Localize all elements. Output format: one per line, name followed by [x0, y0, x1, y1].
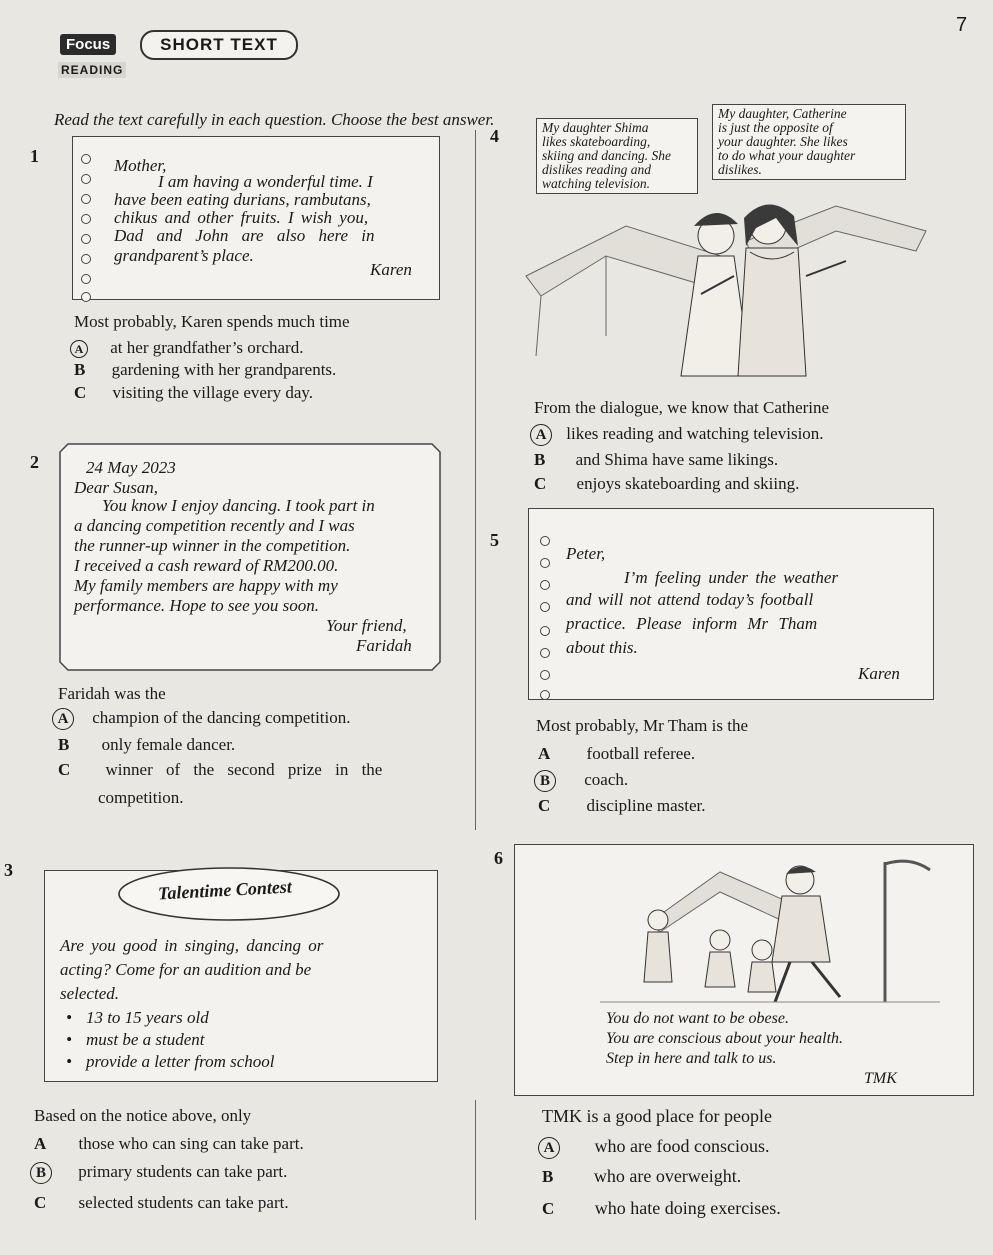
question-number: 3	[4, 860, 13, 880]
note-signature: Karen	[858, 664, 900, 683]
option-b[interactable]	[534, 770, 628, 792]
option-c[interactable]	[542, 1198, 781, 1219]
note-line: about this.	[566, 638, 638, 657]
letter-line: a dancing competition recently and I was	[74, 516, 355, 535]
notice-bullet: • must be a student	[66, 1030, 205, 1049]
option-letter: C	[34, 1193, 47, 1212]
focus-badge: Focus	[60, 34, 116, 55]
letter-line: performance. Hope to see you soon.	[74, 596, 320, 615]
poster-line: You are conscious about your health.	[606, 1030, 844, 1047]
binder-hole	[81, 194, 91, 204]
option-letter: C	[58, 760, 71, 779]
bullet-text: provide a letter from school	[85, 1052, 275, 1071]
option-text: football referee.	[586, 744, 696, 763]
option-c[interactable]	[58, 760, 382, 780]
speech-bubble-right	[712, 104, 906, 180]
bullet-text: must be a student	[85, 1030, 205, 1049]
question-stem: TMK is a good place for people	[542, 1106, 772, 1126]
q6-illustration	[540, 852, 960, 1012]
option-c[interactable]	[34, 1193, 289, 1213]
option-text: likes reading and watching television.	[566, 424, 824, 443]
poster-signature: TMK	[864, 1070, 897, 1087]
binder-hole	[540, 648, 550, 658]
letter-line: You know I enjoy dancing. I took part in	[102, 496, 375, 515]
option-b[interactable]	[58, 735, 235, 755]
option-a[interactable]	[538, 1136, 769, 1159]
option-c-continued: competition.	[98, 788, 184, 807]
reading-tag: READING	[58, 62, 126, 78]
bullet-text: 13 to 15 years old	[85, 1008, 209, 1027]
note-line: have been eating durians, rambutans,	[114, 190, 371, 209]
bubble-line: My daughter, Catherine	[718, 106, 847, 121]
letter-date: 24 May 2023	[86, 458, 176, 477]
option-a[interactable]	[530, 424, 824, 446]
binder-hole	[81, 234, 91, 244]
option-letter: C	[534, 474, 547, 493]
note-line: chikus and other fruits. I wish you,	[114, 208, 369, 227]
letter-line: My family members are happy with my	[74, 576, 338, 595]
option-text: champion of the dancing competition.	[92, 708, 351, 727]
option-letter: B	[74, 360, 86, 379]
q4-illustration	[506, 186, 936, 416]
notice-title: Talentime Contest	[157, 876, 293, 904]
column-divider	[475, 1100, 476, 1220]
option-b[interactable]	[30, 1162, 287, 1184]
question-number: 2	[30, 452, 39, 472]
binder-hole	[81, 292, 91, 302]
bubble-line: your daughter. She likes	[718, 134, 848, 149]
option-a[interactable]	[34, 1134, 304, 1154]
option-c[interactable]	[534, 474, 799, 494]
note-line: Dad and John are also here in	[114, 226, 375, 245]
letter-line: the runner-up winner in the competition.	[74, 536, 351, 555]
question-number: 4	[490, 126, 499, 146]
option-letter: C	[74, 383, 87, 402]
option-b[interactable]	[542, 1166, 741, 1187]
option-a[interactable]	[52, 708, 351, 730]
option-letter: B	[30, 1162, 52, 1184]
bubble-line: skiing and dancing. She	[542, 148, 671, 163]
column-divider	[475, 130, 476, 830]
notice-line: acting? Come for an audition and be	[60, 960, 312, 979]
option-letter: B	[542, 1167, 554, 1186]
binder-hole	[540, 536, 550, 546]
option-letter: A	[538, 744, 551, 763]
note-line: practice. Please inform Mr Tham	[566, 614, 818, 633]
option-letter: A	[530, 424, 552, 446]
poster-line: Step in here and talk to us.	[606, 1050, 777, 1067]
note-line: Mother,	[114, 156, 167, 175]
option-b[interactable]	[74, 360, 336, 380]
question-stem: Based on the notice above, only	[34, 1106, 252, 1125]
speech-bubble-left	[536, 118, 698, 194]
note-line: I am having a wonderful time. I	[158, 172, 373, 191]
option-text: selected students can take part.	[78, 1193, 289, 1212]
section-title-pill: SHORT TEXT	[140, 30, 298, 60]
option-letter: A	[34, 1134, 47, 1153]
notice-line: selected.	[60, 984, 119, 1003]
option-text: those who can sing can take part.	[78, 1134, 304, 1153]
option-text: gardening with her grandparents.	[111, 360, 337, 379]
binder-hole	[540, 602, 550, 612]
instruction: Read the text carefully in each question. Choose the best answer.	[54, 110, 495, 129]
option-c[interactable]	[74, 383, 313, 403]
note-line: grandparent’s place.	[114, 246, 254, 265]
page-number: 7	[956, 14, 968, 36]
option-letter: B	[58, 735, 70, 754]
option-text: who are food conscious.	[594, 1136, 770, 1156]
note-signature: Karen	[370, 260, 412, 279]
notice-bullet: • provide a letter from school	[66, 1052, 275, 1071]
option-letter: B	[534, 770, 556, 792]
notice-bullet: • 13 to 15 years old	[66, 1008, 209, 1027]
note-salutation: Peter,	[566, 544, 606, 563]
question-stem: Most probably, Mr Tham is the	[536, 716, 749, 735]
bubble-line: dislikes.	[718, 162, 762, 177]
note-line: and will not attend today’s football	[566, 590, 814, 609]
binder-hole	[81, 174, 91, 184]
bubble-line: to do what your daughter	[718, 148, 856, 163]
question-number: 1	[30, 146, 39, 166]
option-text: enjoys skateboarding and skiing.	[576, 474, 800, 493]
option-letter: A	[52, 708, 74, 730]
option-text: who are overweight.	[593, 1166, 742, 1186]
option-letter: A	[70, 340, 88, 358]
bubble-line: is just the opposite of	[718, 120, 833, 135]
notice-line: Are you good in singing, dancing or	[60, 936, 324, 955]
option-text: at her grandfather’s orchard.	[110, 338, 304, 357]
binder-hole	[81, 154, 91, 164]
binder-hole	[81, 254, 91, 264]
option-letter: A	[538, 1137, 560, 1159]
letter-salutation: Dear Susan,	[74, 478, 159, 497]
binder-hole	[81, 274, 91, 284]
option-a[interactable]	[70, 338, 303, 358]
letter-signature: Faridah	[356, 636, 412, 655]
option-c[interactable]	[538, 796, 706, 816]
binder-hole	[540, 690, 550, 700]
letter-line: I received a cash reward of RM200.00.	[74, 556, 339, 575]
option-b[interactable]	[534, 450, 778, 470]
option-text: and Shima have same likings.	[575, 450, 779, 469]
option-letter: C	[538, 796, 551, 815]
question-stem: Most probably, Karen spends much time	[74, 312, 350, 331]
option-text: who hate doing exercises.	[594, 1198, 781, 1218]
option-text: only female dancer.	[101, 735, 236, 754]
bubble-line: My daughter Shima	[542, 120, 649, 135]
note-line: I’m feeling under the weather	[624, 568, 839, 587]
option-text: winner of the second prize in the	[105, 760, 383, 779]
bubble-line: watching television.	[542, 176, 650, 191]
binder-hole	[540, 626, 550, 636]
bubble-line: dislikes reading and	[542, 162, 651, 177]
letter-closing: Your friend,	[326, 616, 407, 635]
binder-hole	[81, 214, 91, 224]
option-letter: B	[534, 450, 546, 469]
option-a[interactable]	[538, 744, 695, 764]
question-number: 6	[494, 848, 503, 868]
option-text: coach.	[584, 770, 629, 789]
option-text: visiting the village every day.	[112, 383, 314, 402]
question-stem: Faridah was the	[58, 684, 166, 703]
question-stem: From the dialogue, we know that Catherine	[534, 398, 830, 417]
binder-hole	[540, 580, 550, 590]
poster-line: You do not want to be obese.	[606, 1010, 789, 1027]
binder-hole	[540, 558, 550, 568]
question-number: 5	[490, 530, 499, 550]
binder-hole	[540, 670, 550, 680]
option-letter: C	[542, 1199, 555, 1218]
bubble-line: likes skateboarding,	[542, 134, 651, 149]
option-text: primary students can take part.	[78, 1162, 288, 1181]
option-text: discipline master.	[586, 796, 706, 815]
